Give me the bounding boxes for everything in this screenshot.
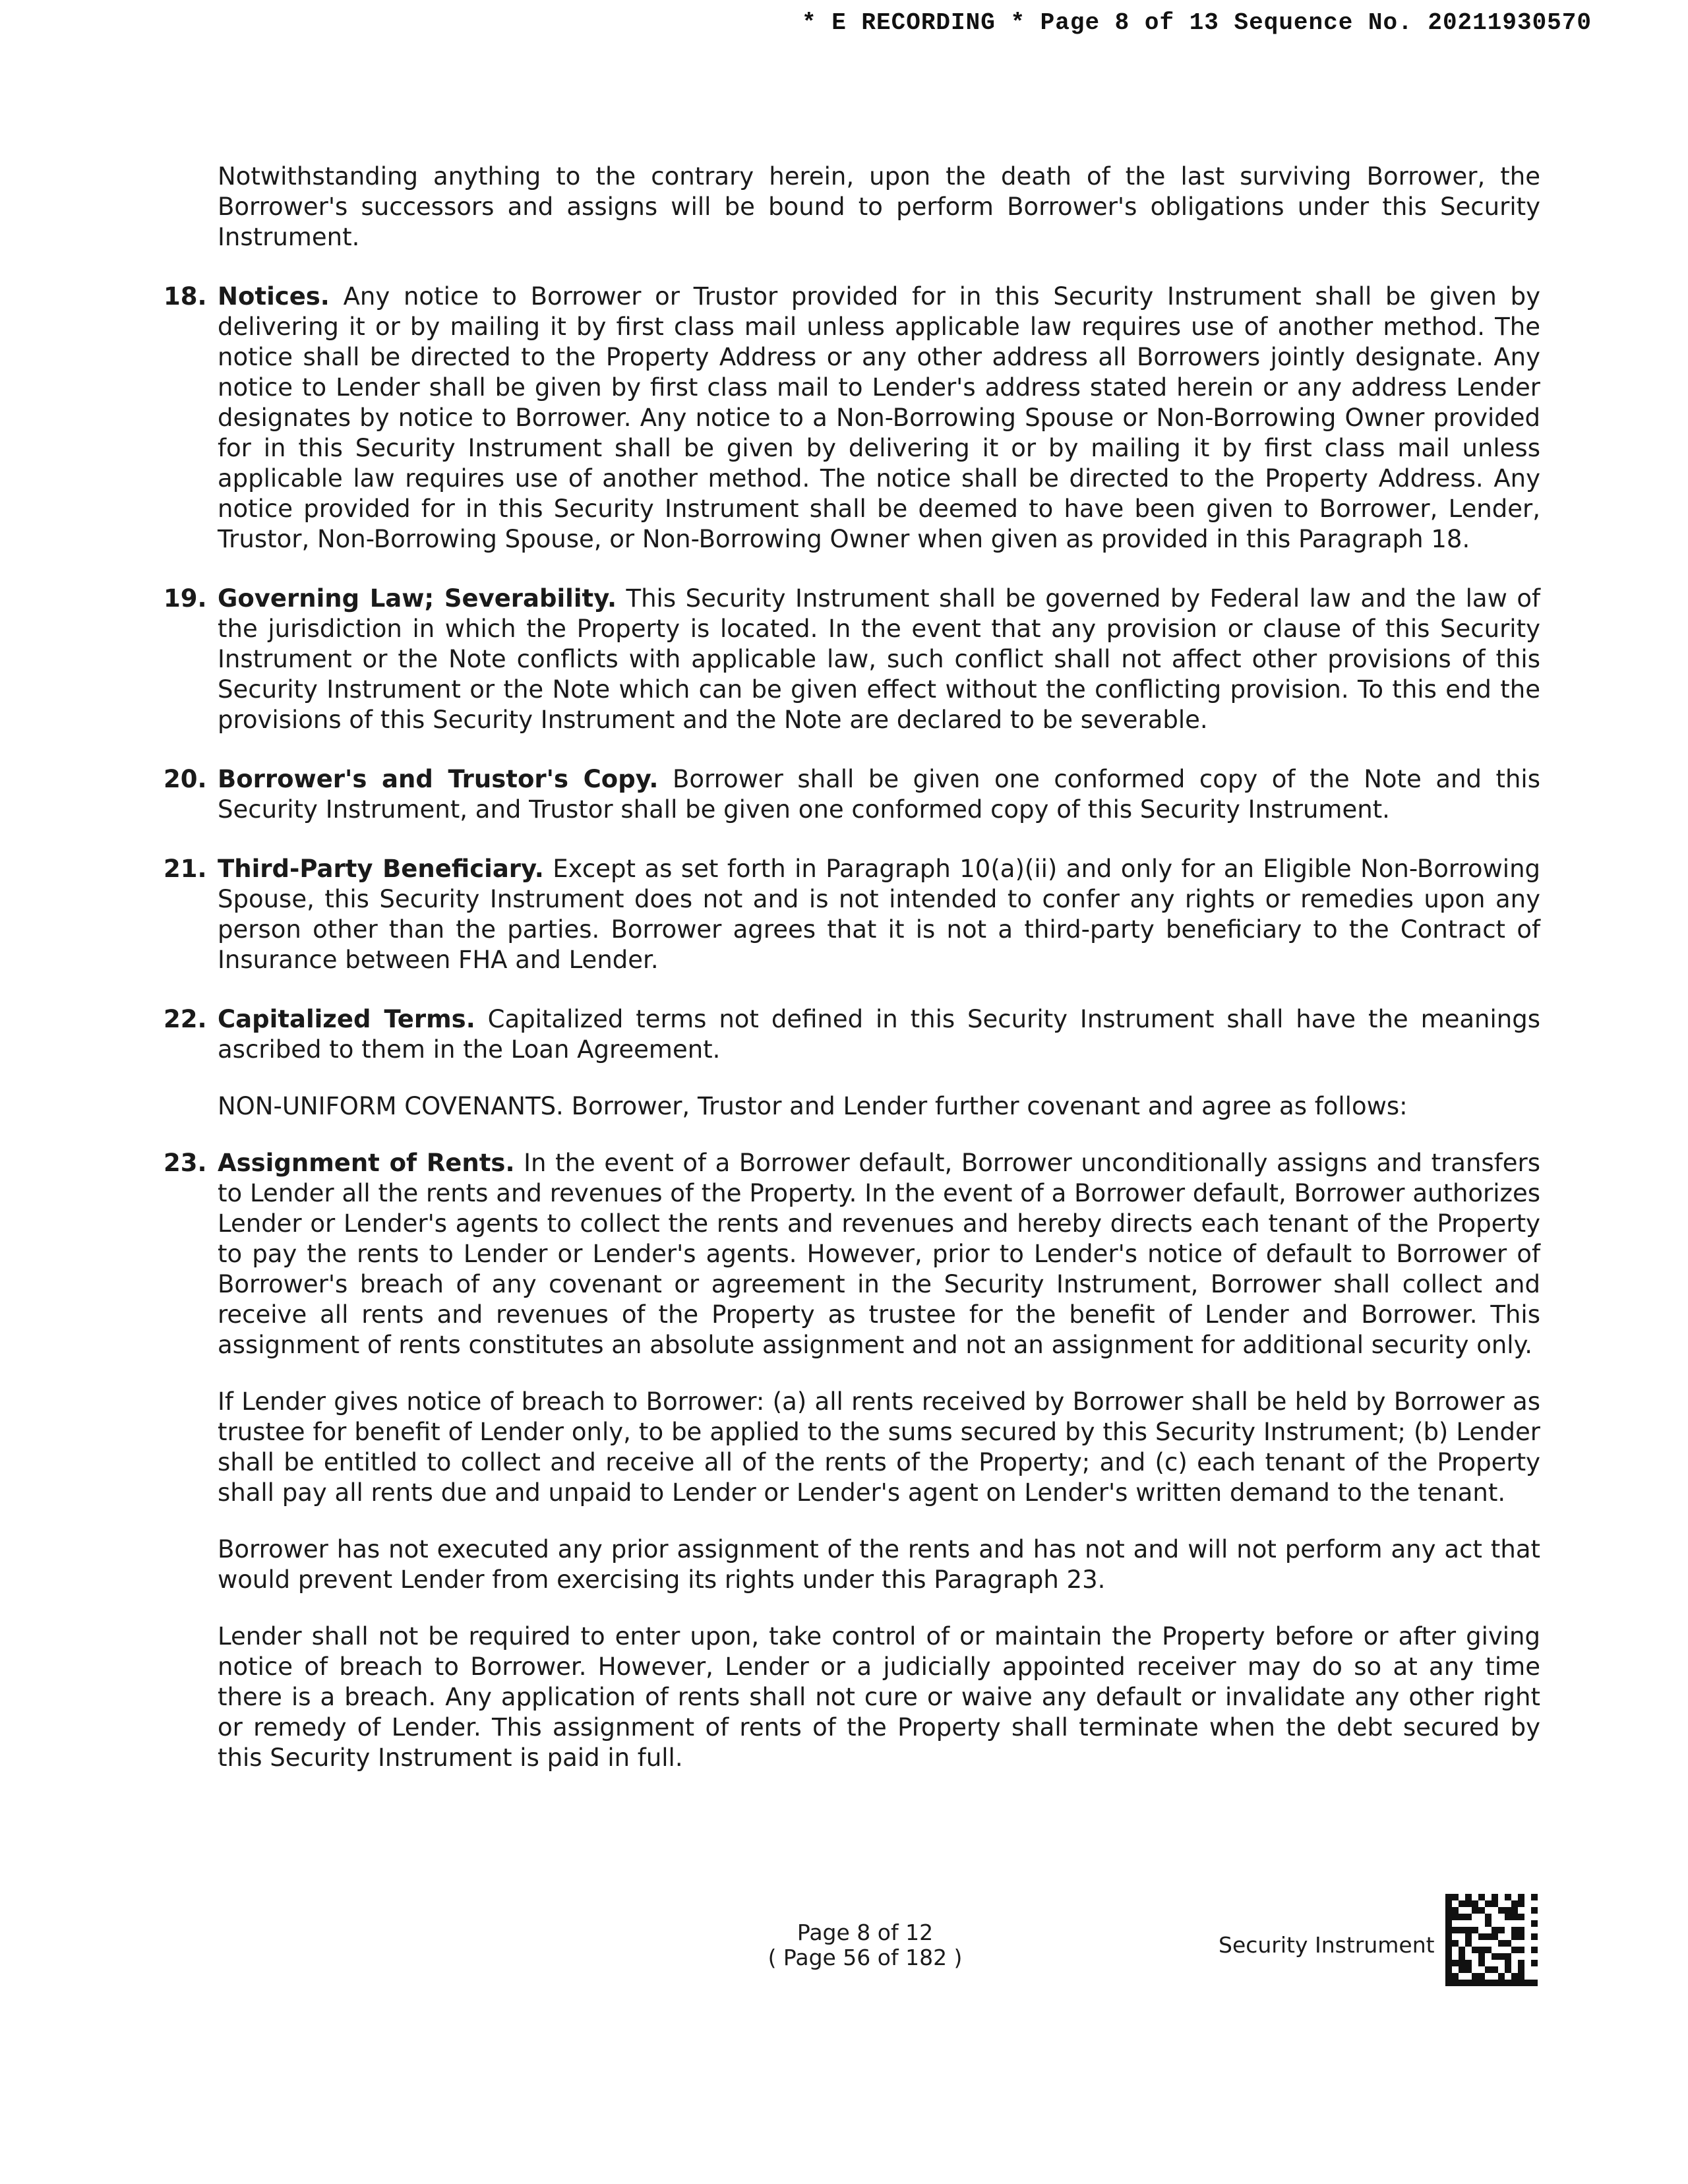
section-text: Any notice to Borrower or Trustor provided for in this Security Instrument shall be given by delivering it or by mailing it by first class mail unless applicable law requires use of another method. The notice shall be directed to the Property Address or any other address all Borrowers jointly designate. Any notice to Lender shall be given by first class mail to Lender's address stated herein or any address Lender designates by notice to Borrower. Any notice to a Non-Borrowing Spouse or Non-Borrowing Owner provided for in this Security Instrument shall be given by delivering it or by mailing it by first class mail unless applicable law requires use of another method. The notice shall be directed to the Property Address. Any notice provided for in this Security Instrument shall be deemed to have been given to Borrower, Lender, Trustor, Non-Borrowing Spouse, or Non-Borrowing Owner when given as provided in this Paragraph 18. xyxy=(218,282,1540,553)
section-number: 19. xyxy=(164,584,207,613)
section-18 xyxy=(157,282,1540,555)
section-20 xyxy=(157,764,1540,825)
section-heading: Borrower's and Trustor's Copy. xyxy=(218,765,659,793)
section-21 xyxy=(157,854,1540,975)
section-23-paragraph: Borrower has not executed any prior assignment of the rents and has not and will not perform any act that would prevent Lender from exercising its rights under this Paragraph 23. xyxy=(218,1535,1540,1594)
section-23 xyxy=(157,1148,1540,1360)
document-name: Security Instrument xyxy=(1219,1932,1435,1958)
intro-paragraph: Notwithstanding anything to the contrary herein, upon the death of the last surviving Borrower, the Borrower's successors and assigns will be bound to perform Borrower's obligations under this Security Instrument. xyxy=(218,162,1540,251)
section-heading: Third-Party Beneficiary. xyxy=(218,855,544,883)
section-heading: Capitalized Terms. xyxy=(218,1005,475,1033)
section-number: 18. xyxy=(164,282,207,311)
section-number: 21. xyxy=(164,855,207,883)
page-total: ( Page 56 of 182 ) xyxy=(768,1945,963,1970)
section-text: Capitalized terms not defined in this Security Instrument shall have the meanings ascribed to them in the Loan Agreement. xyxy=(218,1005,1541,1064)
section-number: 23. xyxy=(164,1149,207,1177)
recording-header: * E RECORDING * Page 8 of 13 Sequence No. 20211930570 xyxy=(802,9,1592,36)
section-text: Borrower shall be given one conformed copy of the Note and this Security Instrument, and Trustor shall be given one conformed copy of this Security Instrument. xyxy=(218,765,1540,824)
section-heading: Assignment of Rents. xyxy=(218,1149,515,1177)
page-footer xyxy=(740,1920,990,1970)
section-number: 20. xyxy=(164,765,207,793)
document-body xyxy=(157,162,1540,1773)
page-number: Page 8 of 12 xyxy=(797,1920,934,1945)
section-heading: Notices. xyxy=(218,282,330,311)
section-19 xyxy=(157,584,1540,735)
section-22 xyxy=(157,1004,1540,1065)
datamatrix-barcode-icon xyxy=(1445,1894,1538,1986)
section-text: Except as set forth in Paragraph 10(a)(ii) and only for an Eligible Non-Borrowing Spouse, this Security Instrument does not and is not intended to confer any rights or remedies upon any person other than the parties. Borrower agrees that it is not a third-party beneficiary to the Contract of Insurance between FHA and Lender. xyxy=(218,855,1541,974)
section-heading: Governing Law; Severability. xyxy=(218,584,617,613)
section-23-paragraph: If Lender gives notice of breach to Borrower: (a) all rents received by Borrower shall be held by Borrower as trustee for benefit of Lender only, to be applied to the sums secured by this Security Instrument; (b) Lender shall be entitled to collect and receive all of the rents of the Property; and (c) each tenant of the Property shall pay all rents due and unpaid to Lender or Lender's agent on Lender's written demand to the tenant. xyxy=(218,1387,1540,1507)
section-text: In the event of a Borrower default, Borrower unconditionally assigns and transfers to Lender all the rents and revenues of the Property. In the event of a Borrower default, Borrower authorizes Lender or Lender's agents to collect the rents and revenues and hereby directs each tenant of the Property to pay the rents to Lender or Lender's agents. However, prior to Lender's notice of default to Borrower of Borrower's breach of any covenant or agreement in the Security Instrument, Borrower shall collect and receive all rents and revenues of the Property as trustee for the benefit of Lender and Borrower. This assignment of rents constitutes an absolute assignment and not an assignment for additional security only. xyxy=(218,1149,1540,1359)
non-uniform-covenants: NON-UNIFORM COVENANTS. Borrower, Trustor and Lender further covenant and agree as follows: xyxy=(218,1092,1408,1120)
section-number: 22. xyxy=(164,1005,207,1033)
section-text: This Security Instrument shall be governed by Federal law and the law of the jurisdiction in which the Property is located. In the event that any provision or clause of this Security Instrument or the Note conflicts with applicable law, such conflict shall not affect other provisions of this Security Instrument or the Note which can be given effect without the conflicting provision. To this end the provisions of this Security Instrument and the Note are declared to be severable. xyxy=(218,584,1540,734)
section-23-paragraph: Lender shall not be required to enter upon, take control of or maintain the Property before or after giving notice of breach to Borrower. However, Lender or a judicially appointed receiver may do so at any time there is a breach. Any application of rents shall not cure or waive any default or invalidate any other right or remedy of Lender. This assignment of rents of the Property shall terminate when the debt secured by this Security Instrument is paid in full. xyxy=(218,1622,1540,1772)
